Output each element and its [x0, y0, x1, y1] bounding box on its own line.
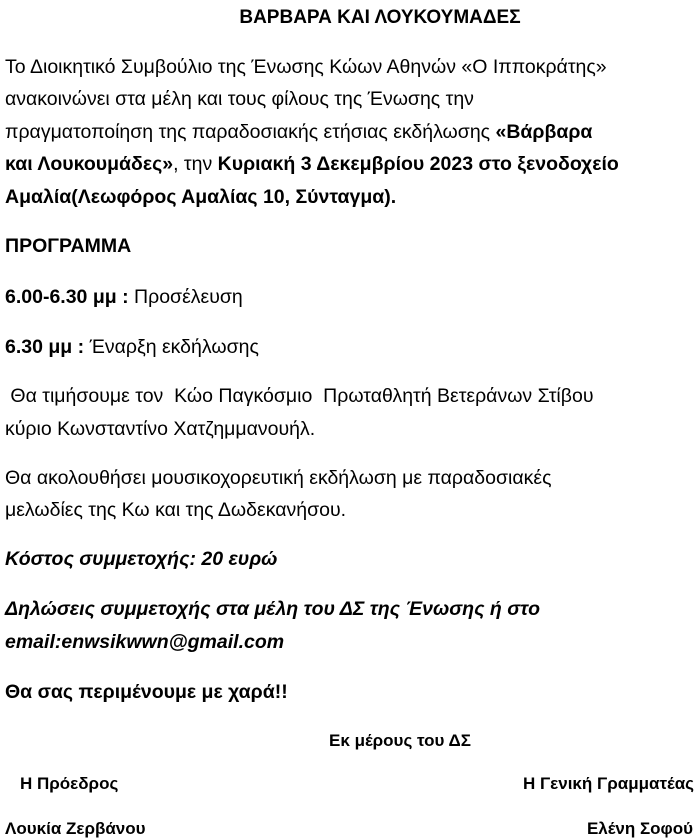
program-item-start-time: 6.30 μμ [5, 336, 73, 358]
signoff-line: Εκ μέρους του ΔΣ [329, 731, 471, 750]
intro-line-4-text: , την [173, 153, 218, 175]
registration-email: email:enwsikwwn@gmail.com [5, 631, 285, 653]
event-name-part-2: και Λουκουμάδες» [5, 153, 174, 175]
program-item-arrival-sep: : [116, 286, 135, 308]
program-item-start [5, 335, 259, 359]
registration-line-1: Δηλώσεις συμμετοχής στα μέλη του ΔΣ της Ένωσης ή στο [5, 598, 541, 620]
honor-line-1: Θα τιμήσουμε τον Κώο Παγκόσμιο Πρωταθλητή Βετεράνων Στίβου [5, 385, 594, 407]
secretary-title: Η Γενική Γραμματέας [522, 774, 694, 793]
secretary-name: Ελένη Σοφού [586, 819, 693, 838]
honor-line-2: κύριο Κωνσταντίνο Χατζημμανουήλ. [5, 418, 316, 440]
music-line-2: μελωδίες της Κω και της Δωδεκανήσου. [5, 499, 347, 521]
music-line-1: Θα ακολουθήσει μουσικοχορευτική εκδήλωση με παραδοσιακές [5, 467, 552, 489]
participation-cost: Κόστος συμμετοχής: 20 ευρώ [5, 548, 278, 570]
closing-line: Θα σας περιμένουμε με χαρά!! [5, 681, 288, 703]
president-name: Λουκία Ζερβάνου [5, 819, 146, 838]
program-item-start-label: Έναρξη εκδήλωσης [89, 336, 259, 358]
president-title: Η Πρόεδρος [20, 774, 119, 793]
document-title: ΒΑΡΒΑΡΑ ΚΑΙ ΛΟΥΚΟΥΜΑΔΕΣ [239, 7, 521, 28]
program-item-arrival-time: 6.00-6.30 μμ [5, 286, 117, 308]
program-item-arrival-label: Προσέλευση [134, 286, 243, 308]
intro-line-4 [5, 152, 619, 176]
program-heading: ΠΡΟΓΡΑΜΜΑ [5, 235, 132, 257]
event-address: Αμαλία(Λεωφόρος Αμαλίας 10, Σύνταγμα). [5, 186, 397, 208]
event-name-part-1: «Βάρβαρα [495, 121, 593, 143]
intro-line-3 [5, 120, 592, 144]
intro-line-1: Το Διοικητικό Συμβούλιο της Ένωσης Κώων Αθηνών «Ο Ιπποκράτης» [5, 56, 607, 78]
program-item-arrival [5, 285, 243, 309]
event-date-venue: Κυριακή 3 Δεκεμβρίου 2023 στο ξενοδοχείο [217, 153, 619, 175]
program-item-start-sep: : [72, 336, 90, 358]
intro-line-3-text: πραγματοποίηση της παραδοσιακής ετήσιας εκδήλωσης [5, 121, 496, 143]
intro-line-2: ανακοινώνει στα μέλη και τους φίλους της Ένωσης την [5, 88, 474, 110]
